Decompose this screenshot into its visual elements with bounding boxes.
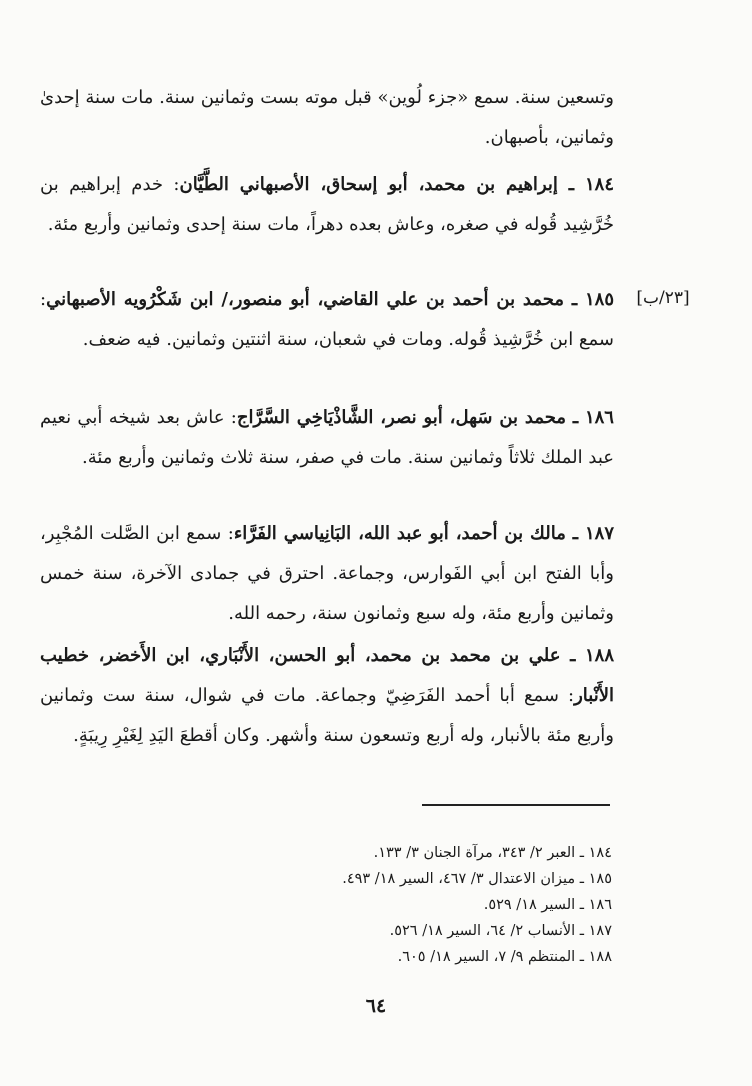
footnote: ١٨٥ ـ ميزان الاعتدال ٣/ ٤٦٧، السير ١٨/ ٤٩٣. [342, 871, 612, 887]
entry-heading: ١٨٦ ـ محمد بن سَهل، أبو نصر، الشَّاذْيَاخِي السَّرَّاج [236, 407, 614, 428]
entry-body: : خدم إبراهيم بن خُرَّشِيد قُوله في صغره، وعاش بعده دهراً، مات سنة إحدى وثمانين وأربع مئة. [40, 174, 614, 235]
footnote: ١٨٨ ـ المنتظم ٩/ ٧، السير ١٨/ ٦٠٥. [397, 949, 612, 965]
entry-body: : عاش بعد شيخه أبي نعيم عبد الملك ثلاثاً وثمانين سنة. مات في صفر، سنة ثلاث وثمانين وأربع مئة. [40, 407, 614, 468]
entry-186 [40, 398, 614, 478]
page-number: ٦٤ [365, 995, 387, 1017]
entry-heading: ١٨٤ ـ إبراهيم بن محمد، أبو إسحاق، الأصبهاني الطَّيَّان [179, 174, 615, 195]
footnote: ١٨٤ ـ العبر ٢/ ٣٤٣، مرآة الجنان ٣/ ١٣٣. [373, 845, 612, 861]
entry-187 [40, 514, 614, 634]
footnotes [200, 840, 612, 970]
footnote: ١٨٦ ـ السير ١٨/ ٥٢٩. [483, 897, 612, 913]
entry-184 [40, 165, 614, 245]
entry-body: وتسعين سنة. سمع «جزء لُوين» قبل موته بست وثمانين سنة. مات سنة إحدىٰ وثمانين، بأصبهان. [40, 87, 614, 148]
footnote: ١٨٧ ـ الأنساب ٢/ ٦٤، السير ١٨/ ٥٢٦. [389, 923, 612, 939]
entry-heading: ١٨٨ ـ علي بن محمد بن محمد، أبو الحسن، الأَنْبَاري، ابن الأَخضر، خطيب الأَنْبار [40, 645, 614, 706]
entry-185 [40, 280, 614, 360]
entry-body: : سمع أبا أحمد الفَرَضِيّ وجماعة. مات في شوال، سنة ست وثمانين وأربع مئة بالأنبار، وله أربع وتسعون سنة وأشهر. وكان أقطعَ اليَدِ لِغَيْرِ رِيبَةٍ. [40, 685, 614, 746]
manuscript-folio-reference: [٢٣/ب] [636, 288, 690, 308]
entry-body: : سمع ابن الصَّلت المُجْبِر، وأبا الفتح ابن أبي الفَوارس، وجماعة. احترق في جمادى الآخرة، سنة خمس وثمانين وأربع مئة، وله سبع وثمانون سنة، رحمه الله. [40, 523, 614, 624]
entry-body: : سمع ابن خُرَّشِيذ قُوله. ومات في شعبان، سنة اثنتين وثمانين. فيه ضعف. [40, 289, 614, 350]
entry-heading: ١٨٧ ـ مالك بن أحمد، أبو عبد الله، البَانِياسي الفَرَّاء [233, 523, 614, 544]
entry-heading: ١٨٥ ـ محمد بن أحمد بن علي القاضي، أبو منصور،/ ابن شَكْرُويه الأصبهاني [46, 289, 614, 310]
footnote-separator [422, 804, 610, 806]
entry-188 [40, 636, 614, 756]
entry-183-continuation [40, 78, 614, 158]
